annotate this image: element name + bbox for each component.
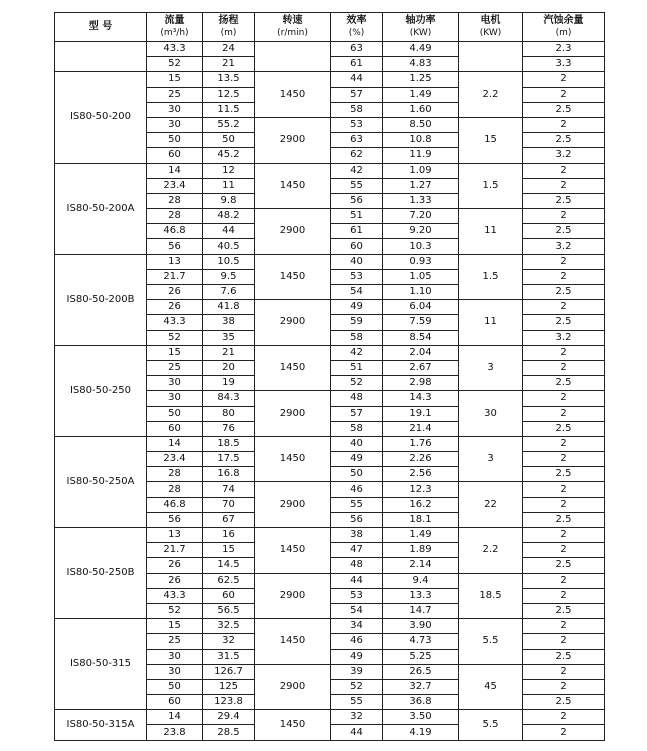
model-cell: IS80-50-250A [55, 436, 147, 527]
flow-cell: 26 [147, 558, 203, 573]
model-cell [55, 42, 147, 72]
shaft-power-cell: 5.25 [383, 649, 459, 664]
efficiency-cell: 52 [331, 376, 383, 391]
model-cell: IS80-50-200B [55, 254, 147, 345]
npsh-cell: 2 [523, 543, 605, 558]
flow-cell: 15 [147, 345, 203, 360]
efficiency-cell: 55 [331, 497, 383, 512]
table-row [55, 42, 605, 57]
flow-cell: 26 [147, 285, 203, 300]
head-cell: 40.5 [203, 239, 255, 254]
flow-cell: 52 [147, 603, 203, 618]
efficiency-cell: 46 [331, 634, 383, 649]
flow-cell: 30 [147, 649, 203, 664]
shaft-power-cell: 1.09 [383, 163, 459, 178]
flow-cell: 23.8 [147, 725, 203, 740]
head-cell: 13.5 [203, 72, 255, 87]
npsh-cell: 2.5 [523, 649, 605, 664]
efficiency-cell: 55 [331, 178, 383, 193]
npsh-cell: 2 [523, 117, 605, 132]
npsh-cell: 2 [523, 406, 605, 421]
header-motor: 电机 (KW) [459, 13, 523, 42]
head-cell: 125 [203, 679, 255, 694]
shaft-power-cell: 4.73 [383, 634, 459, 649]
efficiency-cell: 56 [331, 193, 383, 208]
npsh-cell: 2 [523, 360, 605, 375]
shaft-power-cell: 6.04 [383, 300, 459, 315]
head-cell: 12.5 [203, 87, 255, 102]
shaft-power-cell: 9.4 [383, 573, 459, 588]
flow-cell: 30 [147, 376, 203, 391]
speed-cell: 1450 [255, 163, 331, 209]
npsh-cell: 2 [523, 72, 605, 87]
motor-cell: 3 [459, 436, 523, 482]
flow-cell: 28 [147, 209, 203, 224]
table-body [55, 42, 605, 741]
shaft-power-cell: 1.10 [383, 285, 459, 300]
speed-cell: 2900 [255, 209, 331, 255]
flow-cell: 14 [147, 436, 203, 451]
motor-cell: 18.5 [459, 573, 523, 619]
shaft-power-cell: 9.20 [383, 224, 459, 239]
npsh-cell: 2.3 [523, 42, 605, 57]
shaft-power-cell: 26.5 [383, 664, 459, 679]
head-cell: 20 [203, 360, 255, 375]
npsh-cell: 2 [523, 436, 605, 451]
efficiency-cell: 46 [331, 482, 383, 497]
shaft-power-cell: 7.59 [383, 315, 459, 330]
flow-cell: 60 [147, 421, 203, 436]
efficiency-cell: 58 [331, 330, 383, 345]
table-row [55, 436, 605, 451]
npsh-cell: 2 [523, 482, 605, 497]
efficiency-cell: 53 [331, 269, 383, 284]
header-head: 扬程 (m) [203, 13, 255, 42]
speed-cell: 1450 [255, 254, 331, 300]
flow-cell: 25 [147, 87, 203, 102]
efficiency-cell: 40 [331, 254, 383, 269]
speed-cell: 1450 [255, 72, 331, 118]
head-cell: 21 [203, 57, 255, 72]
npsh-cell: 2 [523, 345, 605, 360]
npsh-cell: 2.5 [523, 421, 605, 436]
head-cell: 28.5 [203, 725, 255, 740]
head-cell: 74 [203, 482, 255, 497]
flow-cell: 13 [147, 254, 203, 269]
efficiency-cell: 49 [331, 300, 383, 315]
efficiency-cell: 44 [331, 573, 383, 588]
speed-cell: 1450 [255, 710, 331, 740]
head-cell: 50 [203, 133, 255, 148]
npsh-cell: 2 [523, 588, 605, 603]
efficiency-cell: 38 [331, 528, 383, 543]
efficiency-cell: 63 [331, 42, 383, 57]
npsh-cell: 2 [523, 573, 605, 588]
npsh-cell: 2 [523, 300, 605, 315]
efficiency-cell: 42 [331, 163, 383, 178]
head-cell: 35 [203, 330, 255, 345]
motor-cell: 5.5 [459, 619, 523, 665]
head-cell: 41.8 [203, 300, 255, 315]
efficiency-cell: 47 [331, 543, 383, 558]
npsh-cell: 2.5 [523, 376, 605, 391]
head-cell: 70 [203, 497, 255, 512]
flow-cell: 50 [147, 679, 203, 694]
head-cell: 7.6 [203, 285, 255, 300]
efficiency-cell: 53 [331, 588, 383, 603]
head-cell: 15 [203, 543, 255, 558]
model-cell: IS80-50-315A [55, 710, 147, 740]
npsh-cell: 2 [523, 619, 605, 634]
model-cell: IS80-50-200 [55, 72, 147, 163]
flow-cell: 52 [147, 330, 203, 345]
shaft-power-cell: 21.4 [383, 421, 459, 436]
shaft-power-cell: 8.54 [383, 330, 459, 345]
flow-cell: 15 [147, 72, 203, 87]
npsh-cell: 2.5 [523, 558, 605, 573]
flow-cell: 25 [147, 634, 203, 649]
npsh-cell: 2 [523, 634, 605, 649]
efficiency-cell: 55 [331, 695, 383, 710]
efficiency-cell: 58 [331, 102, 383, 117]
efficiency-cell: 58 [331, 421, 383, 436]
flow-cell: 28 [147, 482, 203, 497]
flow-cell: 13 [147, 528, 203, 543]
shaft-power-cell: 4.83 [383, 57, 459, 72]
efficiency-cell: 59 [331, 315, 383, 330]
flow-cell: 46.8 [147, 497, 203, 512]
efficiency-cell: 48 [331, 391, 383, 406]
npsh-cell: 2 [523, 87, 605, 102]
table-row [55, 72, 605, 87]
shaft-power-cell: 2.26 [383, 452, 459, 467]
shaft-power-cell: 1.89 [383, 543, 459, 558]
head-cell: 14.5 [203, 558, 255, 573]
shaft-power-cell: 10.8 [383, 133, 459, 148]
table-row [55, 619, 605, 634]
head-cell: 38 [203, 315, 255, 330]
npsh-cell: 2 [523, 209, 605, 224]
pump-spec-table [54, 12, 605, 741]
head-cell: 24 [203, 42, 255, 57]
npsh-cell: 2 [523, 254, 605, 269]
efficiency-cell: 54 [331, 285, 383, 300]
shaft-power-cell: 32.7 [383, 679, 459, 694]
head-cell: 9.5 [203, 269, 255, 284]
model-cell: IS80-50-250B [55, 528, 147, 619]
shaft-power-cell: 11.9 [383, 148, 459, 163]
head-cell: 60 [203, 588, 255, 603]
model-cell: IS80-50-250 [55, 345, 147, 436]
flow-cell: 30 [147, 102, 203, 117]
header-row [55, 13, 605, 42]
efficiency-cell: 39 [331, 664, 383, 679]
flow-cell: 43.3 [147, 42, 203, 57]
head-cell: 80 [203, 406, 255, 421]
head-cell: 11 [203, 178, 255, 193]
npsh-cell: 2 [523, 178, 605, 193]
head-cell: 29.4 [203, 710, 255, 725]
head-cell: 55.2 [203, 117, 255, 132]
efficiency-cell: 49 [331, 649, 383, 664]
flow-cell: 26 [147, 300, 203, 315]
speed-cell: 1450 [255, 345, 331, 391]
npsh-cell: 2.5 [523, 315, 605, 330]
header-flow: 流量 (m³/h) [147, 13, 203, 42]
shaft-power-cell: 1.33 [383, 193, 459, 208]
npsh-cell: 2 [523, 679, 605, 694]
flow-cell: 28 [147, 467, 203, 482]
shaft-power-cell: 3.50 [383, 710, 459, 725]
head-cell: 45.2 [203, 148, 255, 163]
speed-cell: 2900 [255, 573, 331, 619]
shaft-power-cell: 0.93 [383, 254, 459, 269]
shaft-power-cell: 2.98 [383, 376, 459, 391]
head-cell: 126.7 [203, 664, 255, 679]
flow-cell: 14 [147, 710, 203, 725]
motor-cell: 1.5 [459, 254, 523, 300]
header-model: 型 号 [55, 13, 147, 42]
npsh-cell: 2.5 [523, 467, 605, 482]
flow-cell: 30 [147, 117, 203, 132]
npsh-cell: 2 [523, 497, 605, 512]
efficiency-cell: 63 [331, 133, 383, 148]
efficiency-cell: 61 [331, 57, 383, 72]
efficiency-cell: 49 [331, 452, 383, 467]
flow-cell: 60 [147, 148, 203, 163]
shaft-power-cell: 14.3 [383, 391, 459, 406]
npsh-cell: 2.5 [523, 512, 605, 527]
head-cell: 16 [203, 528, 255, 543]
table-row [55, 528, 605, 543]
npsh-cell: 2.5 [523, 102, 605, 117]
efficiency-cell: 60 [331, 239, 383, 254]
flow-cell: 21.7 [147, 269, 203, 284]
head-cell: 16.8 [203, 467, 255, 482]
motor-cell: 22 [459, 482, 523, 528]
efficiency-cell: 54 [331, 603, 383, 618]
shaft-power-cell: 1.27 [383, 178, 459, 193]
npsh-cell: 2 [523, 452, 605, 467]
efficiency-cell: 62 [331, 148, 383, 163]
shaft-power-cell: 19.1 [383, 406, 459, 421]
head-cell: 123.8 [203, 695, 255, 710]
efficiency-cell: 51 [331, 209, 383, 224]
efficiency-cell: 48 [331, 558, 383, 573]
npsh-cell: 2 [523, 163, 605, 178]
efficiency-cell: 50 [331, 467, 383, 482]
npsh-cell: 3.3 [523, 57, 605, 72]
head-cell: 67 [203, 512, 255, 527]
flow-cell: 23.4 [147, 452, 203, 467]
motor-cell: 5.5 [459, 710, 523, 740]
head-cell: 31.5 [203, 649, 255, 664]
efficiency-cell: 51 [331, 360, 383, 375]
table-row [55, 254, 605, 269]
efficiency-cell: 32 [331, 710, 383, 725]
head-cell: 44 [203, 224, 255, 239]
head-cell: 9.8 [203, 193, 255, 208]
npsh-cell: 3.2 [523, 239, 605, 254]
header-npsh: 汽蚀余量 (m) [523, 13, 605, 42]
flow-cell: 46.8 [147, 224, 203, 239]
shaft-power-cell: 1.25 [383, 72, 459, 87]
motor-cell: 30 [459, 391, 523, 437]
head-cell: 84.3 [203, 391, 255, 406]
shaft-power-cell: 2.14 [383, 558, 459, 573]
shaft-power-cell: 4.19 [383, 725, 459, 740]
shaft-power-cell: 14.7 [383, 603, 459, 618]
head-cell: 10.5 [203, 254, 255, 269]
head-cell: 76 [203, 421, 255, 436]
header-efficiency: 效率 (%) [331, 13, 383, 42]
head-cell: 48.2 [203, 209, 255, 224]
flow-cell: 21.7 [147, 543, 203, 558]
npsh-cell: 2 [523, 664, 605, 679]
efficiency-cell: 57 [331, 406, 383, 421]
head-cell: 21 [203, 345, 255, 360]
speed-cell: 2900 [255, 117, 331, 163]
flow-cell: 56 [147, 512, 203, 527]
motor-cell: 2.2 [459, 528, 523, 574]
shaft-power-cell: 18.1 [383, 512, 459, 527]
speed-cell: 2900 [255, 391, 331, 437]
flow-cell: 23.4 [147, 178, 203, 193]
npsh-cell: 2 [523, 710, 605, 725]
model-cell: IS80-50-315 [55, 619, 147, 710]
head-cell: 11.5 [203, 102, 255, 117]
flow-cell: 43.3 [147, 588, 203, 603]
npsh-cell: 2 [523, 391, 605, 406]
efficiency-cell: 44 [331, 725, 383, 740]
shaft-power-cell: 2.67 [383, 360, 459, 375]
npsh-cell: 2.5 [523, 285, 605, 300]
motor-cell: 45 [459, 664, 523, 710]
shaft-power-cell: 36.8 [383, 695, 459, 710]
shaft-power-cell: 1.49 [383, 87, 459, 102]
head-cell: 19 [203, 376, 255, 391]
speed-cell: 1450 [255, 436, 331, 482]
header-speed: 转速 (r/min) [255, 13, 331, 42]
motor-cell: 2.2 [459, 72, 523, 118]
flow-cell: 30 [147, 664, 203, 679]
speed-cell: 1450 [255, 619, 331, 665]
flow-cell: 30 [147, 391, 203, 406]
shaft-power-cell: 3.90 [383, 619, 459, 634]
efficiency-cell: 42 [331, 345, 383, 360]
speed-cell: 2900 [255, 482, 331, 528]
model-cell: IS80-50-200A [55, 163, 147, 254]
efficiency-cell: 52 [331, 679, 383, 694]
flow-cell: 14 [147, 163, 203, 178]
motor-cell: 15 [459, 117, 523, 163]
head-cell: 56.5 [203, 603, 255, 618]
head-cell: 62.5 [203, 573, 255, 588]
shaft-power-cell: 1.60 [383, 102, 459, 117]
head-cell: 18.5 [203, 436, 255, 451]
shaft-power-cell: 13.3 [383, 588, 459, 603]
npsh-cell: 2 [523, 725, 605, 740]
npsh-cell: 3.2 [523, 148, 605, 163]
efficiency-cell: 40 [331, 436, 383, 451]
speed-cell: 2900 [255, 664, 331, 710]
npsh-cell: 2 [523, 528, 605, 543]
table-row [55, 710, 605, 725]
flow-cell: 25 [147, 360, 203, 375]
table-row [55, 163, 605, 178]
flow-cell: 52 [147, 57, 203, 72]
efficiency-cell: 56 [331, 512, 383, 527]
table-row [55, 345, 605, 360]
shaft-power-cell: 1.05 [383, 269, 459, 284]
flow-cell: 26 [147, 573, 203, 588]
head-cell: 12 [203, 163, 255, 178]
motor-cell: 11 [459, 300, 523, 346]
npsh-cell: 2.5 [523, 695, 605, 710]
motor-cell: 11 [459, 209, 523, 255]
shaft-power-cell: 2.56 [383, 467, 459, 482]
shaft-power-cell: 12.3 [383, 482, 459, 497]
npsh-cell: 2.5 [523, 603, 605, 618]
head-cell: 32 [203, 634, 255, 649]
shaft-power-cell: 16.2 [383, 497, 459, 512]
npsh-cell: 2.5 [523, 133, 605, 148]
shaft-power-cell: 2.04 [383, 345, 459, 360]
flow-cell: 56 [147, 239, 203, 254]
speed-cell [255, 42, 331, 72]
shaft-power-cell: 7.20 [383, 209, 459, 224]
head-cell: 17.5 [203, 452, 255, 467]
speed-cell: 2900 [255, 300, 331, 346]
motor-cell [459, 42, 523, 72]
npsh-cell: 2 [523, 269, 605, 284]
flow-cell: 50 [147, 406, 203, 421]
speed-cell: 1450 [255, 528, 331, 574]
efficiency-cell: 44 [331, 72, 383, 87]
npsh-cell: 2.5 [523, 193, 605, 208]
flow-cell: 43.3 [147, 315, 203, 330]
flow-cell: 50 [147, 133, 203, 148]
efficiency-cell: 34 [331, 619, 383, 634]
flow-cell: 15 [147, 619, 203, 634]
efficiency-cell: 57 [331, 87, 383, 102]
shaft-power-cell: 1.49 [383, 528, 459, 543]
flow-cell: 28 [147, 193, 203, 208]
motor-cell: 3 [459, 345, 523, 391]
efficiency-cell: 61 [331, 224, 383, 239]
shaft-power-cell: 4.49 [383, 42, 459, 57]
shaft-power-cell: 1.76 [383, 436, 459, 451]
efficiency-cell: 53 [331, 117, 383, 132]
npsh-cell: 2.5 [523, 224, 605, 239]
motor-cell: 1.5 [459, 163, 523, 209]
head-cell: 32.5 [203, 619, 255, 634]
npsh-cell: 3.2 [523, 330, 605, 345]
shaft-power-cell: 10.3 [383, 239, 459, 254]
shaft-power-cell: 8.50 [383, 117, 459, 132]
header-shaft-power: 轴功率 (KW) [383, 13, 459, 42]
flow-cell: 60 [147, 695, 203, 710]
